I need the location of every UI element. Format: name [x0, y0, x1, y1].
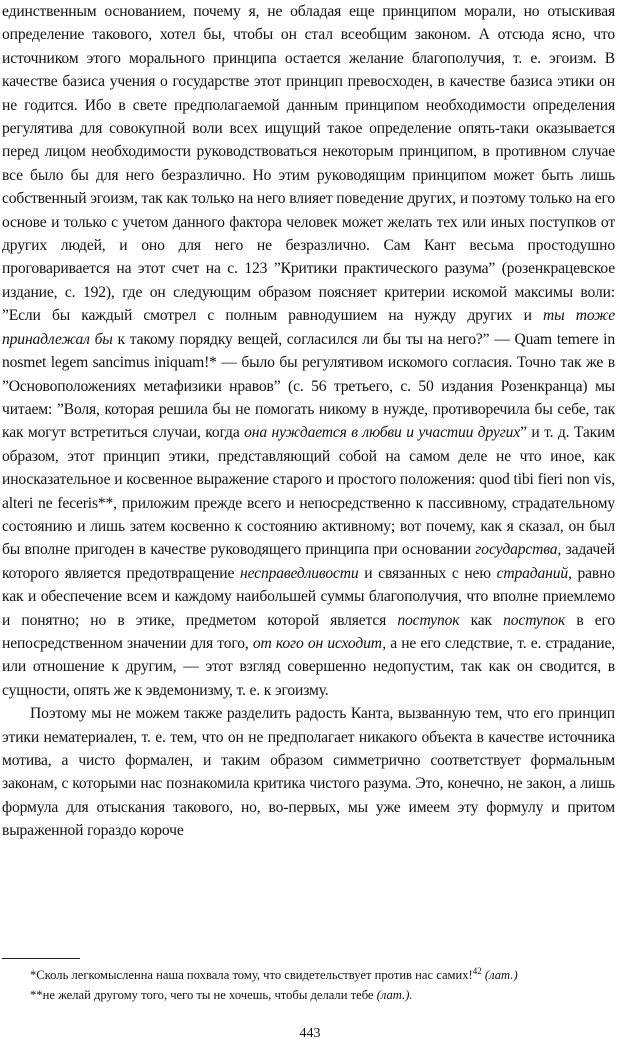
- italic-run: поступок: [397, 611, 460, 629]
- italic-run: она нуждается в любви и участии других: [244, 424, 521, 442]
- footnote-language-note: (лат.).: [376, 988, 413, 1002]
- text-run: как: [459, 611, 504, 629]
- text-run: а не его следствие, т. е. страдание, или отношение к другим, — этот взгляд совершенно недопустим, так как он сводится, в сущности, опять же к эвдемонизму, т. е. к эгоизму.: [2, 634, 615, 699]
- italic-run: ты тоже принадлежал бы: [2, 307, 616, 348]
- paragraph-1: [2, 0, 615, 702]
- text-run: ” и т. д. Таким образом, этот принцип этики, представляющий собой на самом деле не что иное, как иносказательное и косвенное выражение старого и простого положения: quod tibi fieri non vis, alteri ne feceris**, приложим прежде всего и непосредственно к пассивному, страдательному состоянию и лишь затем косвенно к состоянию активному; вот почему, как я сказал, он был бы вполне пригоден в качестве руководящего принципа при основании: [2, 424, 615, 559]
- footnotes: [2, 965, 615, 1005]
- text-run: равно как и обеспечение всем и каждому наибольшей суммы благополучия, что вполне приемлемо и понятно; но в этике, предметом которой является: [2, 564, 615, 629]
- italic-run: государства,: [475, 541, 562, 559]
- text-run: в его непосредственном значении для того,: [2, 611, 615, 652]
- italic-run: несправедливости: [240, 564, 359, 582]
- page-number: 443: [299, 1026, 321, 1041]
- main-text: [2, 0, 615, 843]
- italic-run: от кого он исходит,: [252, 634, 386, 652]
- footnote-text: *Сколь легкомысленна наша похвала тому, что свидетельствует против нас самих!: [30, 968, 473, 982]
- italic-run: страданий,: [496, 564, 572, 582]
- footnote-1: [2, 965, 615, 985]
- footnote-language-note: (лат.): [484, 968, 518, 982]
- text-run: к такому порядку вещей, согласился ли бы ты на него?” — Quam temere in nosmet legem sancimus iniquam!* — было бы регулятивом искомого согласия. Точно так же в ”Основоположениях метафизики нравов” (с. 56 третьего, с. 50 издания Розенкранца) мы читаем: ”Воля, которая решила бы не помогать никому в нужде, противоречила бы себе, так как могут встретиться случаи, когда: [2, 330, 615, 442]
- text-run: задачей которого является предотвращение: [2, 541, 615, 582]
- text-run: единственным основанием, почему я, не обладая еще принципом морали, но отыскивая определение такового, хотел бы, чтобы он стал всеобщим законом. А отсюда ясно, что источником этого морального принципа остается желание благополучия, т. е. эгоизм. В качестве базиса учения о государстве этот принцип превосходен, в качестве базиса этики он не годится. Ибо в свете предполагаемой данным принципом необходимости определения регулятива для совокупной воли всех ищущий такое определение опять-таки оказывается перед лицом необходимости руководствоваться некоторым принципом, в противном случае все было бы для него безразлично. Но этим руководящим принципом может быть лишь собственный эгоизм, так как только на него влияет поведение других, и поэтому только на его основе и только с учетом данного фактора человек может желать тех или иных поступков от других людей, и оно для него не безразлично. Сам Кант весьма простодушно проговаривается на этот счет на с. 123 ”Критики практического разума” (розенкрацевское издание, с. 192), где он следующим образом поясняет критерии искомой максимы воли: ”Если бы каждый смотрел с полным равнодушием на нужду других и: [2, 3, 615, 325]
- italic-run: поступок: [503, 611, 566, 629]
- footnote-divider: [2, 958, 80, 959]
- footnote-reference: 42: [472, 965, 482, 976]
- text-run: и связанных с нею: [358, 564, 497, 582]
- footnote-2: [2, 985, 615, 1005]
- paragraph-2: Поэтому мы не можем также разделить радость Канта, вызванную тем, что его принцип этики нематериален, т. е. тем, что он не предполагает никакого объекта в качестве источника мотива, а чисто формален, и таким образом симметрично соответствует формальным законам, с которыми нас познакомила критика чистого разума. Это, конечно, не закон, а лишь формула для отыскания такового, но, во-первых, мы уже имеем эту формулу и притом выраженной гораздо короче: [2, 705, 615, 840]
- footnote-text: **не желай другому того, чего ты не хочешь, чтобы делали тебе: [30, 988, 377, 1002]
